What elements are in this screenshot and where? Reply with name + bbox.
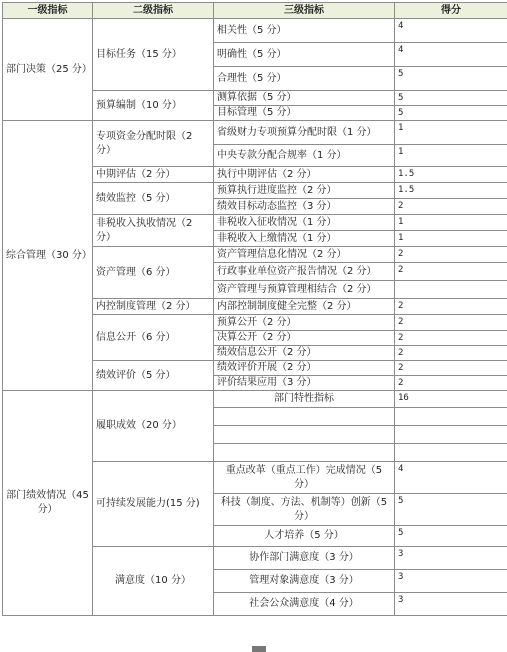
- header-level2: 二级指标: [93, 3, 214, 19]
- level2-sustainable-development: 可持续发展能力(15 分): [93, 462, 214, 547]
- level3-cell: 社会公众满意度（4 分）: [214, 593, 395, 616]
- level3-cell: 科技（制度、方法、机制等）创新（5 分）: [214, 494, 395, 526]
- score-cell: 2: [395, 331, 507, 346]
- level3-cell: 相关性（5 分）: [214, 19, 395, 43]
- level2-target-task: 目标任务（15 分）: [93, 19, 214, 91]
- level3-cell: 中央专款分配合规率（1 分）: [214, 145, 395, 167]
- score-cell: [395, 281, 507, 299]
- score-cell: 4: [395, 462, 507, 494]
- score-cell: 3: [395, 547, 507, 570]
- score-cell: 1: [395, 231, 507, 247]
- level3-cell: [214, 444, 395, 462]
- level3-cell: 内部控制制度健全完整（2 分）: [214, 299, 395, 315]
- score-cell: 3: [395, 593, 507, 616]
- level3-cell: 预算公开（2 分）: [214, 315, 395, 331]
- score-cell: 2: [395, 263, 507, 281]
- level2-performance-monitoring: 绩效监控（5 分）: [93, 183, 214, 215]
- level3-cell: 管理对象满意度（3 分）: [214, 570, 395, 593]
- score-cell: 2: [395, 199, 507, 215]
- level3-cell: [214, 426, 395, 444]
- level1-comprehensive-management: 综合管理（30 分）: [3, 121, 93, 391]
- score-cell: [395, 408, 507, 426]
- score-cell: 2: [395, 299, 507, 315]
- level3-cell: 评价结果应用（3 分）: [214, 376, 395, 391]
- score-cell: 5: [395, 106, 507, 121]
- table-row: [3, 121, 507, 145]
- score-cell: [395, 444, 507, 462]
- level3-cell: 非税收入上缴情况（1 分）: [214, 231, 395, 247]
- level3-cell: 绩效信息公开（2 分）: [214, 346, 395, 361]
- level3-cell: 资产管理信息化情况（2 分）: [214, 247, 395, 263]
- level3-cell: 部门特性指标: [214, 391, 395, 408]
- table-row: [3, 391, 507, 408]
- table-header-row: [3, 3, 507, 19]
- page-edge-marker: [252, 646, 266, 652]
- level3-cell: 测算依据（5 分）: [214, 91, 395, 106]
- level3-cell: 绩效目标动态监控（3 分）: [214, 199, 395, 215]
- score-cell: 4: [395, 43, 507, 67]
- header-level1: 一级指标: [3, 3, 93, 19]
- level2-internal-control: 内控制度管理（2 分）: [93, 299, 214, 315]
- header-level3: 三级指标: [214, 3, 395, 19]
- level2-budget-compilation: 预算编制（10 分）: [93, 91, 214, 121]
- level3-cell: 执行中期评估（2 分）: [214, 167, 395, 183]
- level3-cell: 省级财力专项预算分配时限（1 分）: [214, 121, 395, 145]
- table-row: [3, 19, 507, 43]
- level3-cell: 决算公开（2 分）: [214, 331, 395, 346]
- score-cell: 1.5: [395, 183, 507, 199]
- score-cell: 1.5: [395, 167, 507, 183]
- header-score: 得分: [395, 3, 507, 19]
- score-cell: 16: [395, 391, 507, 408]
- score-cell: 5: [395, 494, 507, 526]
- level2-midterm-evaluation: 中期评估（2 分）: [93, 167, 214, 183]
- level3-cell: 重点改革（重点工作）完成情况（5 分）: [214, 462, 395, 494]
- level3-cell: 目标管理（5 分）: [214, 106, 395, 121]
- level2-satisfaction: 满意度（10 分）: [93, 547, 214, 616]
- level2-performance-evaluation: 绩效评价（5 分）: [93, 361, 214, 391]
- level3-cell: 非税收入征收情况（1 分）: [214, 215, 395, 231]
- level2-asset-management: 资产管理（6 分）: [93, 247, 214, 299]
- level3-cell: 绩效评价开展（2 分）: [214, 361, 395, 376]
- level3-cell: 协作部门满意度（3 分）: [214, 547, 395, 570]
- level3-cell: 合理性（5 分）: [214, 67, 395, 91]
- level3-cell: 人才培养（5 分）: [214, 526, 395, 547]
- score-cell: 1: [395, 145, 507, 167]
- score-cell: 5: [395, 67, 507, 91]
- level2-duty-effectiveness: 履职成效（20 分）: [93, 391, 214, 462]
- score-cell: 2: [395, 247, 507, 263]
- level1-department-performance: 部门绩效情况（45 分）: [3, 391, 93, 616]
- score-cell: 5: [395, 91, 507, 106]
- score-cell: 2: [395, 315, 507, 331]
- score-cell: 4: [395, 19, 507, 43]
- score-cell: 2: [395, 346, 507, 361]
- level2-non-tax-revenue: 非税收入执收情况（2 分）: [93, 215, 214, 247]
- score-cell: [395, 426, 507, 444]
- level3-cell: 行政事业单位资产报告情况（2 分）: [214, 263, 395, 281]
- score-cell: 1: [395, 121, 507, 145]
- score-cell: 5: [395, 526, 507, 547]
- score-cell: 1: [395, 215, 507, 231]
- level3-cell: [214, 408, 395, 426]
- level2-information-disclosure: 信息公开（6 分）: [93, 315, 214, 361]
- level3-cell: 资产管理与预算管理相结合（2 分）: [214, 281, 395, 299]
- evaluation-score-table: [2, 2, 507, 616]
- level3-cell: 预算执行进度监控（2 分）: [214, 183, 395, 199]
- score-cell: 2: [395, 376, 507, 391]
- level1-department-decision: 部门决策（25 分）: [3, 19, 93, 121]
- score-cell: 2: [395, 361, 507, 376]
- level2-special-fund-allocation: 专项资金分配时限（2 分）: [93, 121, 214, 167]
- score-cell: 3: [395, 570, 507, 593]
- level3-cell: 明确性（5 分）: [214, 43, 395, 67]
